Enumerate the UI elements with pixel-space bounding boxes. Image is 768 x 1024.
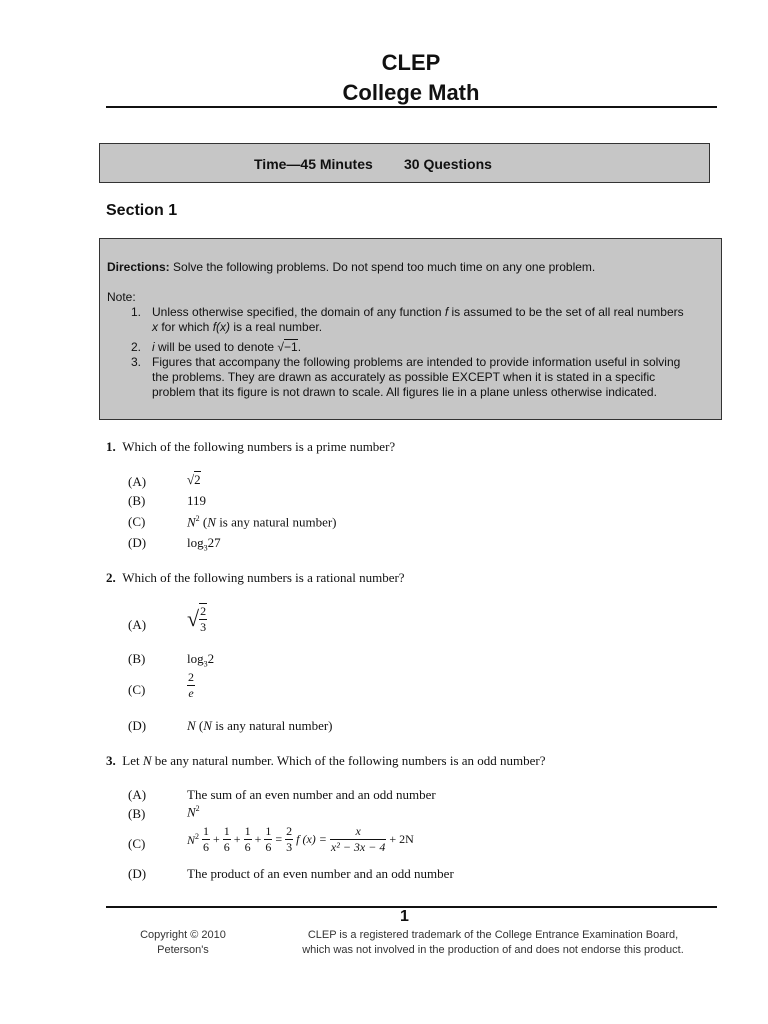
question-2 [106, 570, 405, 586]
directions-label: Directions: [107, 260, 170, 274]
sqrt-radicand: −1 [284, 340, 298, 354]
q3-option-d-label: (D) [128, 866, 147, 881]
question-2-number: 2. [106, 570, 116, 585]
copyright-line-1: Copyright © 2010 [140, 929, 226, 941]
time-bar [99, 143, 710, 183]
q1-option-c-label: (C) [128, 514, 146, 529]
q3-option-b: $N^2$ [187, 804, 200, 820]
note-3-line-1: Figures that accompany the following problems are intended to provide information useful in solving [152, 355, 681, 369]
note-1-line-1: Unless otherwise specified, the domain of any function f is assumed to be the set of all real numbers [152, 305, 684, 319]
section-title: Section 1 [106, 202, 178, 219]
note-2-number: 2. [131, 340, 142, 354]
question-3: 3. Let N be any natural number. Which of the following numbers is an odd number? [106, 753, 546, 768]
question-3-number: 3. [106, 753, 116, 768]
sqrt-symbol: √ [277, 340, 285, 354]
time-limit: Time—45 Minutes [254, 156, 373, 172]
question-count: 30 Questions [404, 156, 492, 172]
q1-option-b: 119 [187, 493, 207, 508]
question-2-text: Which of the following numbers is a rational number? [122, 570, 405, 585]
directions-text: Solve the following problems. Do not spend too much time on any one problem. [169, 260, 596, 274]
directions-box [99, 238, 722, 420]
note-3-line-2: the problems. They are drawn as accurately as possible EXCEPT when it is stated in a specific [152, 370, 656, 384]
page-number: 1 [400, 908, 409, 925]
title-line-1: CLEP [381, 50, 441, 75]
q1-option-b-label: (B) [128, 493, 146, 508]
header-rule [106, 106, 717, 108]
q1-option-d-label: (D) [128, 535, 147, 550]
q1-option-a-label: (A) [128, 474, 147, 489]
sqrt-symbol: √ [187, 606, 200, 631]
trademark-line-1: CLEP is a registered trademark of the College Entrance Examination Board, [307, 929, 679, 941]
question-1-text: Which of the following numbers is a prime number? [122, 439, 396, 454]
sqrt-symbol: √ [187, 472, 195, 487]
question-1-number: 1. [106, 439, 116, 454]
note-3-line-3: problem that its figure is not drawn to scale. All figures lie in a plane unless otherwise indicated. [152, 385, 657, 399]
q2-option-a-label: (A) [128, 617, 147, 632]
note-3-number: 3. [131, 355, 142, 369]
q1-option-d: $\log_327$ [187, 535, 221, 553]
title-line-2: College Math [342, 80, 480, 105]
q1-option-c: $N^2$ (N is any natural number) [187, 514, 337, 530]
q2-option-b-label: (B) [128, 651, 146, 666]
q3-option-a-label: (A) [128, 787, 147, 802]
note-1-number: 1. [131, 305, 142, 319]
question-1 [106, 439, 395, 455]
q1-option-a: √2 [187, 472, 201, 487]
q2-option-d: N (N is any natural number) [187, 718, 333, 733]
note-label: Note: [107, 290, 136, 304]
q3-option-d: The product of an even number and an odd number [187, 866, 454, 881]
note-2-line: i will be used to denote √−1. [152, 340, 302, 354]
q2-option-a: √ $\frac{2}{3}$ [187, 604, 207, 634]
q3-option-a: The sum of an even number and an odd number [187, 787, 436, 802]
directions-line [107, 260, 595, 275]
copyright-line-2: Peterson's [157, 944, 209, 956]
q2-option-c-label: (C) [128, 682, 146, 697]
q2-option-b: $\log_32$ [187, 651, 215, 669]
q2-option-d-label: (D) [128, 718, 147, 733]
q3-option-c: $N^2$ $\frac{1}{6}$ + $\frac{1}{6}$ + $\frac{1}{6}$ + $\frac{1}{6}$ = $\frac{2}{3}$ f (x) = $\frac{x}{\text{x² − 3x − 4}}$ + 2N [187, 824, 414, 854]
trademark-line-2: which was not involved in the production of and does not endorse this product. [302, 944, 684, 956]
q3-option-c-label: (C) [128, 836, 146, 851]
q2-option-c: $\frac{2}{e}$ [188, 670, 194, 700]
q3-option-b-label: (B) [128, 806, 146, 821]
footer-rule [106, 906, 717, 908]
note-1-line-2: x for which f(x) is a real number. [152, 320, 323, 334]
